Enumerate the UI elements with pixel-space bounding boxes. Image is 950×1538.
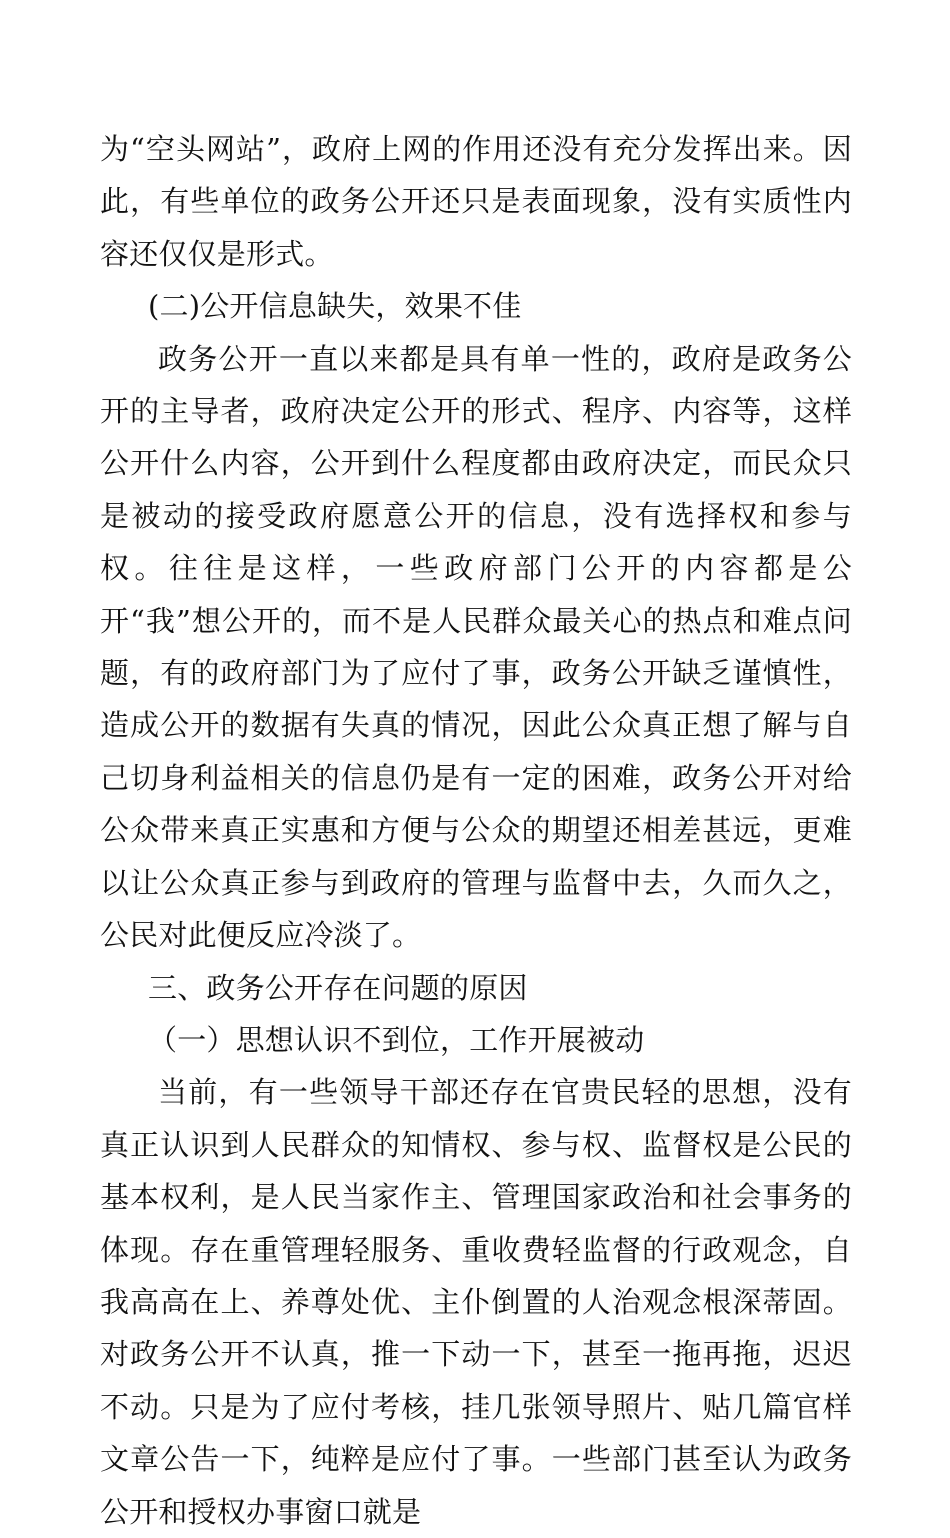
section-heading-causes: 三、政务公开存在问题的原因 bbox=[148, 970, 528, 1005]
paragraph-leadership-attitude: 当前，有一些领导干部还存在官贵民轻的思想，没有真正认识到人民群众的知情权、参与权、监督权是公民的基本权利，是人民当家作主、管理国家政治和社会事务的体现。存在重管理轻服务、重收费轻监督的行政观念，自我高高在上、养尊处优、主仆倒置的人治观念根深蒂固。对政务公开不认真，推一下动一下，甚至一拖再拖，迟迟不动。只是为了应付考核，挂几张领导照片、贴几篇官样文章公告一下，纯粹是应付了事。一些部门甚至认为政务公开和授权办事窗口就是 bbox=[100, 1075, 852, 1529]
subheading-information-missing: (二)公开信息缺失，效果不佳 bbox=[148, 289, 522, 324]
subheading-ideological-awareness: （一）思想认识不到位，工作开展被动 bbox=[148, 1022, 645, 1057]
paragraph-single-direction: 政务公开一直以来都是具有单一性的，政府是政务公开的主导者，政府决定公开的形式、程序、内容等，这样公开什么内容，公开到什么程度都由政府决定，而民众只是被动的接受政府愿意公开的信息，没有选择权和参与权。往往是这样，一些政府部门公开的内容都是公开“我”想公开的，而不是人民群众最关心的热点和难点问题，有的政府部门为了应付了事，政务公开缺乏谨慎性，造成公开的数据有失真的情况，因此公众真正想了解与自己切身利益相关的信息仍是有一定的困难，政务公开对给公众带来真正实惠和方便与公众的期望还相差甚远，更难以让公众真正参与到政府的管理与监督中去，久而久之，公民对此便反应冷淡了。 bbox=[100, 341, 852, 953]
document-page bbox=[100, 123, 852, 1538]
paragraph-continuation: 为“空头网站”，政府上网的作用还没有充分发挥出来。因此，有些单位的政务公开还只是表面现象，没有实质性内容还仅仅是形式。 bbox=[100, 132, 852, 271]
